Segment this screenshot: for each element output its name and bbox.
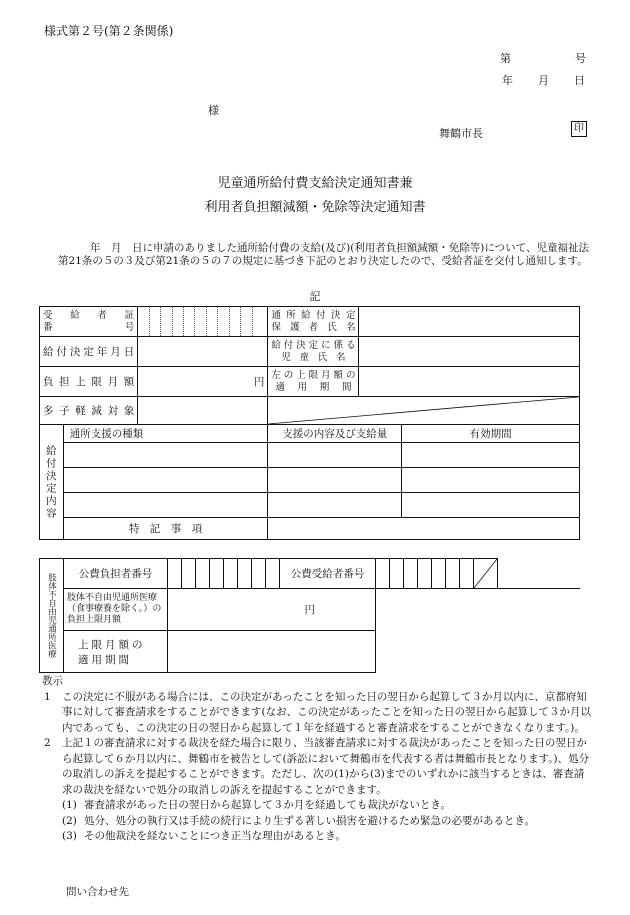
instruction-sub-2: (2) 処分、処分の執行又は手続の続行により生ずる著しい損害を避けるため緊急の必要があるとき。	[62, 814, 536, 827]
form-number: 様式第２号(第２条関係)	[44, 24, 174, 38]
instructions-heading: 教示	[42, 675, 63, 687]
instruction-item-2: 2 上記１の審査請求に対する裁決を経た場合に限り、当該審査請求に対する裁決があったことを知った日の翌日から起算して６か月以内に、舞鶴市を被告として(訴訟において舞鶴市を代表する者は舞鶴市長となります。)、処分の取消しの訴えを提起することができます。ただし、次の(1)から(3)までのいずれかに該当するときは、審査請求の裁決を経ないで処分の取消しの訴えを提起することができます。	[44, 737, 590, 796]
recipient-digit[interactable]	[404, 559, 418, 589]
benefit-row-type[interactable]	[63, 443, 267, 468]
recipient-digit[interactable]	[446, 559, 460, 589]
medical-limit-value[interactable]	[168, 589, 376, 631]
guardian-name-value[interactable]	[359, 307, 580, 337]
title-line-1: 児童通所給付費支給決定通知書兼	[217, 176, 413, 191]
child-name-label: 給付決定に係る 児童氏名	[268, 337, 359, 367]
benefit-row-type[interactable]	[63, 468, 267, 493]
ki-mark: 記	[309, 290, 321, 303]
recipient-digit[interactable]	[390, 559, 404, 589]
recipient-number-label: 受 給 者 証 番 号	[40, 307, 138, 337]
payer-digit[interactable]	[182, 559, 196, 589]
date-month: 月	[538, 74, 549, 87]
decision-date-value[interactable]	[138, 337, 268, 367]
col-service-type: 通所支援の種類	[63, 425, 149, 443]
recipient-digit[interactable]	[376, 559, 390, 589]
payer-digit[interactable]	[252, 559, 266, 589]
medical-period-value[interactable]	[168, 631, 376, 673]
benefit-row-content[interactable]	[268, 468, 402, 493]
intro-text: 年 月 日に申請のありました通所給付費の支給(及び)(利用者負担額減額・免除等)について、児童福祉法第21条の５の３及び第21条の５の７の規定に基づき下記のとおり決定したので、受給者証を交付し通知します。	[58, 242, 589, 267]
multi-child-label: 多子軽減対象	[40, 397, 138, 425]
payer-digit[interactable]	[266, 559, 280, 589]
limit-period-value[interactable]	[359, 367, 580, 397]
doc-number-prefix: 第	[500, 52, 511, 65]
limit-amount-value[interactable]	[138, 367, 268, 397]
payer-digit[interactable]	[210, 559, 224, 589]
payer-number-label: 公費負担者番号	[64, 559, 168, 589]
limit-amount-label: 負担上限月額	[40, 367, 138, 397]
multi-child-value[interactable]	[138, 397, 268, 425]
instruction-sub-3: (3) その他裁決を経ないことにつき正当な理由があるとき。	[62, 830, 346, 842]
title-line-2: 利用者負担額減額・免除等決定通知書	[204, 200, 426, 215]
yen-unit: 円	[304, 604, 315, 616]
benefit-row-period[interactable]	[402, 468, 580, 493]
benefit-content-label: 給付決定内容	[40, 425, 64, 540]
guardian-name-label: 通所給付決定 保護者氏名	[268, 307, 359, 337]
payer-digit[interactable]	[224, 559, 238, 589]
contact-label: 問い合わせ先	[66, 886, 129, 898]
instruction-item-1: 1 この決定に不服がある場合には、この決定があったことを知った日の翌日から起算して３か月以内に、京都府知事に対して審査請求をすることができます(なお、この決定があったことを知った日の翌日から起算して３か月以内であっても、この決定の日の翌日から起算して１年を経過すると審査請求をすることができなくなります。)。	[44, 690, 591, 734]
child-name-value[interactable]	[359, 337, 580, 367]
recipient-digit[interactable]	[432, 559, 446, 589]
recipient-digit-slash	[474, 559, 498, 589]
seal-mark: 印	[571, 121, 587, 137]
special-notes-value[interactable]	[268, 518, 580, 540]
payer-digit[interactable]	[168, 559, 182, 589]
benefit-row-content[interactable]	[268, 493, 402, 518]
date-day: 日	[574, 74, 585, 87]
special-notes-label: 特 記 事 項	[63, 518, 267, 540]
col-valid-period: 有効期間	[402, 425, 580, 443]
instructions	[44, 674, 594, 845]
yen-unit: 円	[253, 376, 265, 388]
payer-digit[interactable]	[238, 559, 252, 589]
payer-digit[interactable]	[196, 559, 210, 589]
date-year: 年	[502, 74, 513, 87]
multi-child-slash	[268, 397, 580, 425]
instruction-sub-1: (1) 審査請求があった日の翌日から起算して３か月を経過しても裁決がないとき。	[62, 799, 451, 811]
document-number	[500, 50, 586, 66]
benefit-row-period[interactable]	[402, 443, 580, 468]
addressee: 様	[208, 104, 219, 117]
medical-side-label: 肢体不自由児通所医療	[40, 559, 64, 673]
issuer: 舞鶴市長	[439, 127, 483, 140]
medical-table	[39, 558, 580, 673]
limit-period-label: 左の上限月額の 適用期間	[268, 367, 359, 397]
recipient-digit[interactable]	[418, 559, 432, 589]
public-recipient-number-label: 公費受給者番号	[280, 559, 376, 589]
medical-limit-label: 肢体不自由児通所医療（食事療養を除く。）の負担上限月額	[64, 589, 168, 631]
benefit-row-type[interactable]	[63, 493, 267, 518]
benefit-row-content[interactable]	[268, 443, 402, 468]
benefit-row-period[interactable]	[402, 493, 580, 518]
medical-period-label: 上限月額の 適用期間	[64, 631, 168, 673]
decision-date-label: 給付決定年月日	[40, 337, 138, 367]
doc-number-suffix: 号	[575, 52, 586, 65]
decision-table	[39, 306, 580, 540]
col-content: 支援の内容及び支給量	[268, 425, 402, 443]
issue-date	[502, 72, 585, 88]
recipient-digit[interactable]	[460, 559, 474, 589]
